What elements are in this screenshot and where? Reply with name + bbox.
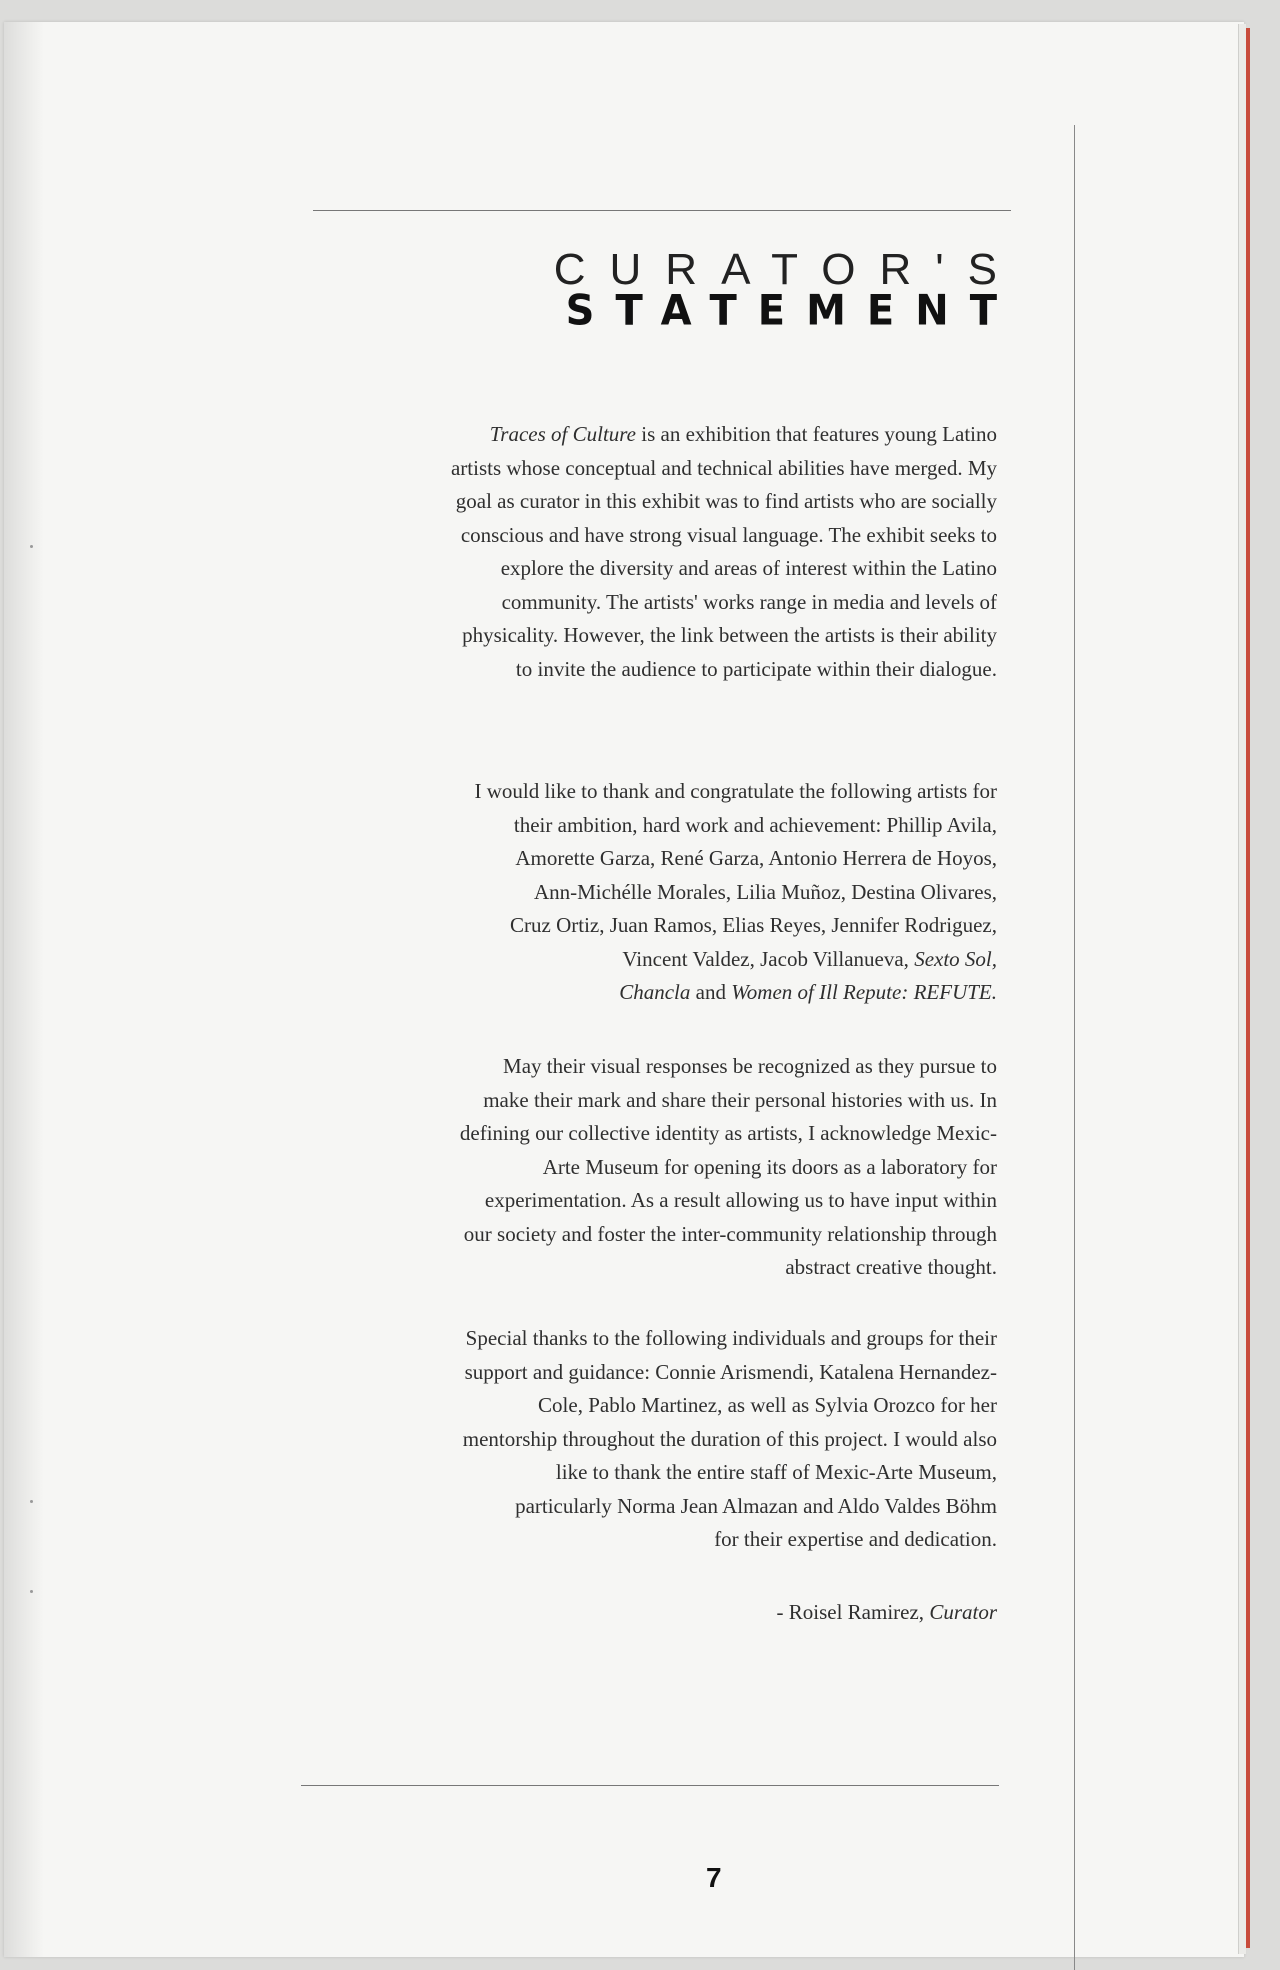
text-line: abstract creative thought. [785, 1255, 997, 1279]
text-line: support and guidance: Connie Arismendi, Katalena Hernandez- [464, 1359, 997, 1384]
signature-name: - Roisel Ramirez, [776, 1600, 930, 1624]
title-statement: STATEMENT [565, 286, 1018, 336]
right-margin-rule [1074, 125, 1075, 1970]
text-line: experimentation. As a result allowing us to have input within [484, 1188, 997, 1212]
paragraph-special-thanks [463, 1322, 997, 1557]
text-line: mentorship throughout the duration of this project. I would also [462, 1426, 997, 1451]
margin-mark [30, 545, 33, 548]
binding-gutter [4, 22, 44, 1957]
text-line: explore the diversity and areas of interest within the Latino [500, 556, 997, 580]
text-line: to invite the audience to participate within their dialogue. [515, 656, 997, 681]
text-line: defining our collective identity as artists, I acknowledge Mexic- [459, 1121, 997, 1145]
text-line: physicality. However, the link between the artists is their ability [462, 623, 997, 647]
text-line: Traces of Culture is an exhibition that features young Latino [489, 422, 997, 446]
text-line: goal as curator in this exhibit was to find artists who are socially [455, 489, 997, 513]
page-stack-edge [1238, 24, 1246, 1954]
text-line: I would like to thank and congratulate the following artists for [474, 779, 997, 803]
text-line: our society and foster the inter-community relationship through [463, 1221, 997, 1246]
paragraph-acknowledgement [460, 1050, 997, 1285]
bottom-rule [301, 1785, 999, 1786]
text-line: Cruz Ortiz, Juan Ramos, Elias Reyes, Jennifer Rodriguez, [510, 913, 997, 937]
margin-mark [30, 1500, 33, 1503]
text-line: Amorette Garza, René Garza, Antonio Herrera de Hoyos, [515, 846, 997, 870]
italic-title: Traces of Culture [489, 422, 636, 446]
text-line: their ambition, hard work and achievement: Phillip Avila, [513, 812, 997, 837]
signature-role: Curator [929, 1600, 997, 1624]
italic-title: Sexto Sol, [914, 946, 997, 971]
text-line: May their visual responses be recognized as they pursue to [503, 1054, 997, 1078]
signature [777, 1596, 997, 1630]
text-line: for their expertise and dedication. [714, 1527, 997, 1551]
italic-title: Women of Ill Repute: REFUTE. [731, 980, 997, 1004]
text-line: Arte Museum for opening its doors as a laboratory for [542, 1154, 997, 1179]
top-rule [313, 210, 1011, 211]
text-line: Chancla and Women of Ill Repute: REFUTE. [619, 980, 997, 1004]
text-line: artists whose conceptual and technical abilities have merged. My [450, 455, 997, 480]
text-line: Special thanks to the following individuals and groups for their [465, 1326, 997, 1350]
page-title [553, 245, 1021, 336]
title-curators: CURATOR'S [553, 245, 1021, 294]
margin-mark [30, 1590, 33, 1593]
text-line: community. The artists' works range in media and levels of [501, 589, 997, 614]
text-line: Cole, Pablo Martinez, as well as Sylvia Orozco for her [538, 1393, 997, 1417]
text-line: like to thank the entire staff of Mexic-Arte Museum, [555, 1460, 997, 1484]
paragraph-intro [451, 418, 997, 686]
italic-title: Chancla [619, 980, 691, 1004]
text-line: conscious and have strong visual language. The exhibit seeks to [460, 522, 997, 547]
text-line: Vincent Valdez, Jacob Villanueva, Sexto Sol, [622, 946, 997, 971]
text-line: particularly Norma Jean Almazan and Aldo Valdes Böhm [515, 1493, 997, 1518]
text-line: make their mark and share their personal histories with us. In [483, 1087, 997, 1112]
text-line: Ann-Michélle Morales, Lilia Muñoz, Destina Olivares, [533, 879, 997, 904]
paragraph-artists [474, 775, 997, 1010]
page-number: 7 [706, 1862, 722, 1893]
